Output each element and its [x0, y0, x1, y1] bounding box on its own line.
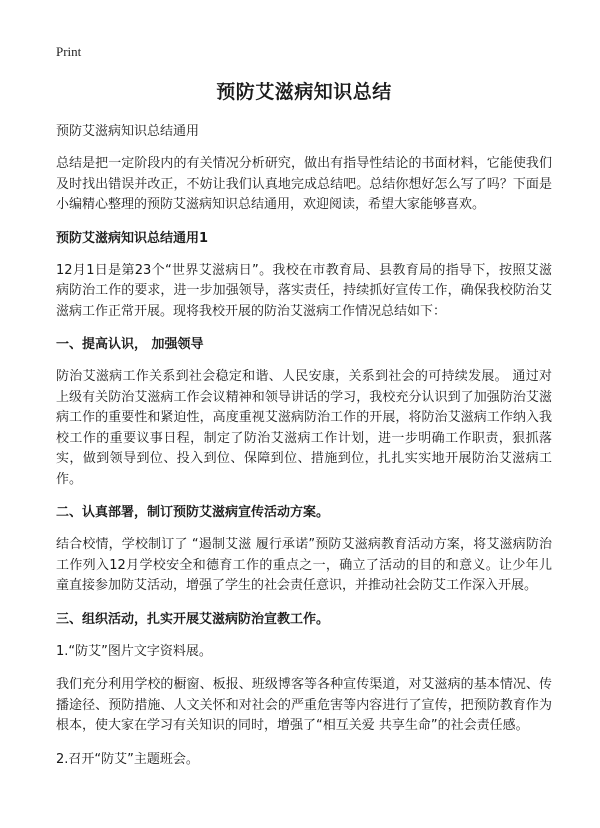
intro-paragraph: 总结是把一定阶段内的有关情况分析研究，做出有指导性结论的书面材料，它能使我们及时找出错误并改正，不妨让我们认真地完成总结吧。总结你想好怎么写了吗？下面是小编精心整理的预防艾滋病知识总结通用，欢迎阅读，希望大家能够喜欢。	[56, 156, 552, 212]
print-link[interactable]: Print	[56, 44, 82, 59]
document-subtitle: 预防艾滋病知识总结通用	[56, 124, 200, 139]
part-2-heading: 二、认真部署，制订预防艾滋病宣传活动方案。	[56, 505, 330, 520]
part-2-paragraph: 结合校情，学校制订了 “遏制艾滋 履行承诺”预防艾滋病教育活动方案，将艾滋病防治工作列入12月学校安全和德育工作的重点之一，确立了活动的目的和意义。让少年儿童直接参加防艾活动，增强了学生的社会责任意识，并推动社会防艾工作深入开展。	[56, 537, 552, 593]
item-2-heading: 2.召开“防艾”主题班会。	[56, 751, 199, 767]
part-3-heading: 三、组织活动，扎实开展艾滋病防治宣教工作。	[56, 611, 330, 627]
page-title: 预防艾滋病知识总结	[216, 81, 392, 103]
section-1-paragraph: 12月1日是第23个“世界艾滋病日”。我校在市教育局、县教育局的指导下，按照艾滋病防治工作的要求，进一步加强领导，落实责任，持续抓好宣传工作，确保我校防治艾滋病工作正常开展。现将我校开展的防治艾滋病工作情况总结如下：	[56, 262, 552, 319]
document-body	[56, 80, 552, 783]
part-1-heading: 一、提高认识， 加强领导	[56, 337, 204, 352]
item-1-paragraph: 我们充分利用学校的橱窗、板报、班级博客等各种宣传渠道，对艾滋病的基本情况、传播途径、预防措施、人文关怀和对社会的严重危害等内容进行了宣传，把预防教育作为根本，使大家在学习有关知识的同时，增强了“相互关爱 共享生命”的社会责任感。	[56, 677, 552, 733]
part-1-paragraph: 防治艾滋病工作关系到社会稳定和谐、人民安康，关系到社会的可持续发展。 通过对上级有关防治艾滋病工作会议精神和领导讲话的学习，我校充分认识到了加强防治艾滋病工作的重要性和紧迫性，高度重视艾滋病防治工作的开展，将防治艾滋病工作纳入我校工作的重要议事日程，制定了防治艾滋病工作计划，进一步明确工作职责，狠抓落实，做到领导到位、投入到位、保障到位、措施到位，扎扎实实地开展防治艾滋病工作。	[56, 369, 552, 487]
item-1-heading: 1.“防艾”图片文字资料展。	[56, 643, 212, 659]
section-heading-1: 预防艾滋病知识总结通用1	[56, 230, 209, 246]
